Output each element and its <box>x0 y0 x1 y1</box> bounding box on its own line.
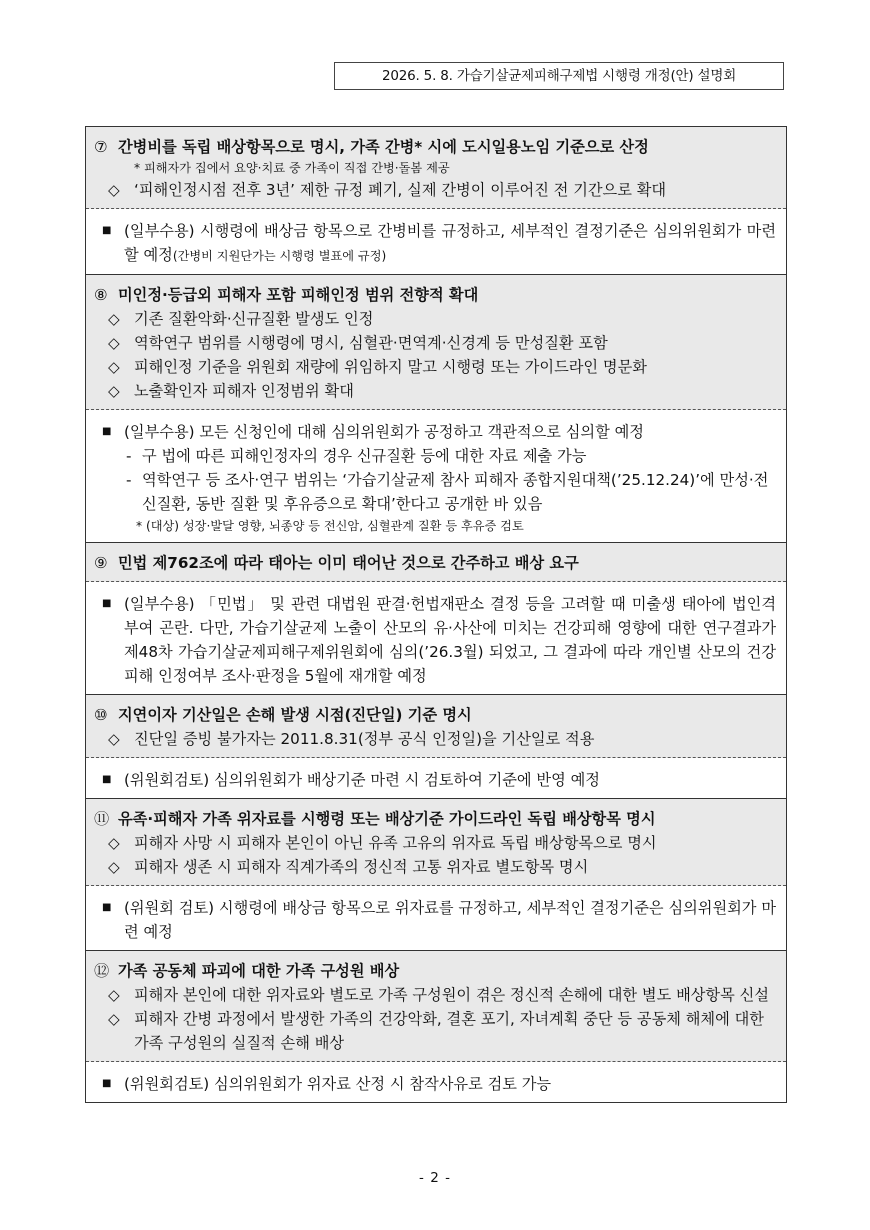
request-item <box>94 355 776 379</box>
square-bullet-icon: ■ <box>102 598 112 609</box>
diamond-bullet-icon: ◇ <box>108 986 120 1004</box>
diamond-bullet-icon: ◇ <box>108 334 120 352</box>
item-number: ⑦ <box>94 138 108 156</box>
square-bullet-icon: ■ <box>102 225 112 236</box>
request-title <box>94 959 776 983</box>
response-box <box>86 1062 786 1102</box>
response-box <box>86 410 786 542</box>
page-number: - 2 - <box>419 1170 451 1186</box>
request-item-text: 노출확인자 피해자 인정범위 확대 <box>134 382 354 400</box>
item-number: ⑫ <box>94 962 110 980</box>
dash-bullet: - <box>126 447 132 465</box>
square-bullet-icon: ■ <box>102 1078 112 1089</box>
item-number: ⑨ <box>94 554 108 572</box>
response-subitem-text: 구 법에 따른 피해인정자의 경우 신규질환 등에 대한 자료 제출 가능 <box>142 447 587 465</box>
request-title-text: 미인정·등급외 피해자 포함 피해인정 범위 전향적 확대 <box>118 286 479 304</box>
footnote: * (대상) 성장·발달 영향, 뇌종양 등 전신암, 심혈관계 질환 등 후유증 검토 <box>136 519 524 533</box>
response-small-text: (간병비 지원단가는 시행령 별표에 규정) <box>172 249 387 263</box>
request-item <box>94 307 776 331</box>
request-item <box>94 855 776 879</box>
response-item <box>96 219 776 268</box>
request-item <box>94 379 776 403</box>
document-header: 2026. 5. 8. 가습기살균제피해구제법 시행령 개정(안) 설명회 <box>334 62 784 90</box>
request-box <box>86 799 786 886</box>
response-text: (일부수용) 모든 신청인에 대해 심의위원회가 공정하고 객관적으로 심의할 예정 <box>124 423 644 441</box>
request-item <box>94 1007 776 1055</box>
request-title-text: 간병비를 독립 배상항목으로 명시, 가족 간병* 시에 도시일용노임 기준으로 산정 <box>118 138 649 156</box>
request-item-text: 피해자 생존 시 피해자 직계가족의 정신적 고통 위자료 별도항목 명시 <box>134 858 589 876</box>
section-7 <box>86 127 786 275</box>
request-title <box>94 551 776 575</box>
request-title <box>94 135 776 159</box>
diamond-bullet-icon: ◇ <box>108 1010 120 1028</box>
request-title-text: 민법 제762조에 따라 태아는 이미 태어난 것으로 간주하고 배상 요구 <box>118 554 579 572</box>
request-title-text: 지연이자 기산일은 손해 발생 시점(진단일) 기준 명시 <box>118 706 472 724</box>
diamond-bullet-icon: ◇ <box>108 181 120 199</box>
diamond-bullet-icon: ◇ <box>108 358 120 376</box>
request-box <box>86 275 786 410</box>
response-box <box>86 886 786 950</box>
diamond-bullet-icon: ◇ <box>108 310 120 328</box>
item-number: ⑩ <box>94 706 108 724</box>
request-item-text: 피해인정 기준을 위원회 재량에 위임하지 말고 시행령 또는 가이드라인 명문화 <box>134 358 647 376</box>
footnote: * 피해자가 집에서 요양·치료 중 가족이 직접 간병·돌봄 제공 <box>134 161 450 175</box>
request-item <box>94 831 776 855</box>
request-item-text: 진단일 증빙 불가자는 2011.8.31(정부 공식 인정일)을 기산일로 적용 <box>134 730 595 748</box>
request-item-text: ‘피해인정시점 전후 3년’ 제한 규정 폐기, 실제 간병이 이루어진 전 기간으로 확대 <box>134 181 667 199</box>
diamond-bullet-icon: ◇ <box>108 382 120 400</box>
request-item <box>94 727 776 751</box>
diamond-bullet-icon: ◇ <box>108 834 120 852</box>
request-item-text: 피해자 본인에 대한 위자료와 별도로 가족 구성원이 겪은 정신적 손해에 대한 별도 배상항목 신설 <box>134 986 769 1004</box>
request-title-text: 가족 공동체 파괴에 대한 가족 구성원 배상 <box>118 962 400 980</box>
section-12 <box>86 951 786 1103</box>
response-text: (일부수용) 「민법」 및 관련 대법원 판결·헌법재판소 결정 등을 고려할 때 미출생 태아에 법인격 부여 곤란. 다만, 가습기살균제 노출이 산모의 유·사산에 미치는 건강피해 영향에 대한 연구결과가 제48차 가습기살균제피해구제위원회에 심의(’26.3월) 되었고, 그 결과에 따라 개인별 산모의 건강피해 인정여부 조사·판정을 5월에 재개할 예정 <box>124 595 776 685</box>
response-box <box>86 209 786 274</box>
response-subitem <box>96 468 776 516</box>
comments-table <box>85 126 787 1103</box>
section-9 <box>86 543 786 695</box>
response-text: (위원회검토) 심의위원회가 배상기준 마련 시 검토하여 기준에 반영 예정 <box>124 771 600 789</box>
response-item <box>96 1072 776 1096</box>
request-item-text: 역학연구 범위를 시행령에 명시, 심혈관·면역계·신경계 등 만성질환 포함 <box>134 334 608 352</box>
response-item <box>96 592 776 688</box>
item-number: ⑪ <box>94 810 110 828</box>
request-item-text: 피해자 간병 과정에서 발생한 가족의 건강악화, 결혼 포기, 자녀계획 중단 등 공동체 해체에 대한 가족 구성원의 실질적 손해 배상 <box>134 1010 764 1052</box>
response-subitem-text: 역학연구 등 조사·연구 범위는 ‘가습기살균제 참사 피해자 종합지원대책(’25.12.24)’에 만성·전신질환, 동반 질환 및 후유증으로 확대’한다고 공개한 바 있음 <box>142 471 769 513</box>
section-8 <box>86 275 786 543</box>
item-number: ⑧ <box>94 286 108 304</box>
response-item <box>96 768 776 792</box>
request-item-text: 기존 질환악화·신규질환 발생도 인정 <box>134 310 374 328</box>
square-bullet-icon: ■ <box>102 426 112 437</box>
request-item <box>94 178 776 202</box>
response-box <box>86 758 786 798</box>
request-box <box>86 543 786 582</box>
request-item <box>94 983 776 1007</box>
square-bullet-icon: ■ <box>102 774 112 785</box>
request-title <box>94 703 776 727</box>
response-item <box>96 420 776 444</box>
response-text: (위원회 검토) 시행령에 배상금 항목으로 위자료를 규정하고, 세부적인 결정기준은 심의위원회가 마련 예정 <box>124 899 776 941</box>
response-item <box>96 896 776 944</box>
response-main-text: (일부수용) 시행령에 배상금 항목으로 간병비를 규정하고, 세부적인 결정기준은 심의위원회가 마련할 예정 <box>124 222 776 264</box>
square-bullet-icon: ■ <box>102 902 112 913</box>
request-item-text: 피해자 사망 시 피해자 본인이 아닌 유족 고유의 위자료 독립 배상항목으로 명시 <box>134 834 657 852</box>
section-10 <box>86 695 786 799</box>
request-box <box>86 127 786 209</box>
request-title <box>94 807 776 831</box>
response-box <box>86 582 786 694</box>
request-title <box>94 283 776 307</box>
response-subitem <box>96 444 776 468</box>
section-11 <box>86 799 786 951</box>
request-item <box>94 331 776 355</box>
response-text: (위원회검토) 심의위원회가 위자료 산정 시 참작사유로 검토 가능 <box>124 1075 552 1093</box>
request-box <box>86 951 786 1062</box>
request-title-text: 유족·피해자 가족 위자료를 시행령 또는 배상기준 가이드라인 독립 배상항목 명시 <box>118 810 656 828</box>
request-box <box>86 695 786 758</box>
dash-bullet: - <box>126 471 132 489</box>
diamond-bullet-icon: ◇ <box>108 858 120 876</box>
diamond-bullet-icon: ◇ <box>108 730 120 748</box>
response-text <box>124 219 776 268</box>
